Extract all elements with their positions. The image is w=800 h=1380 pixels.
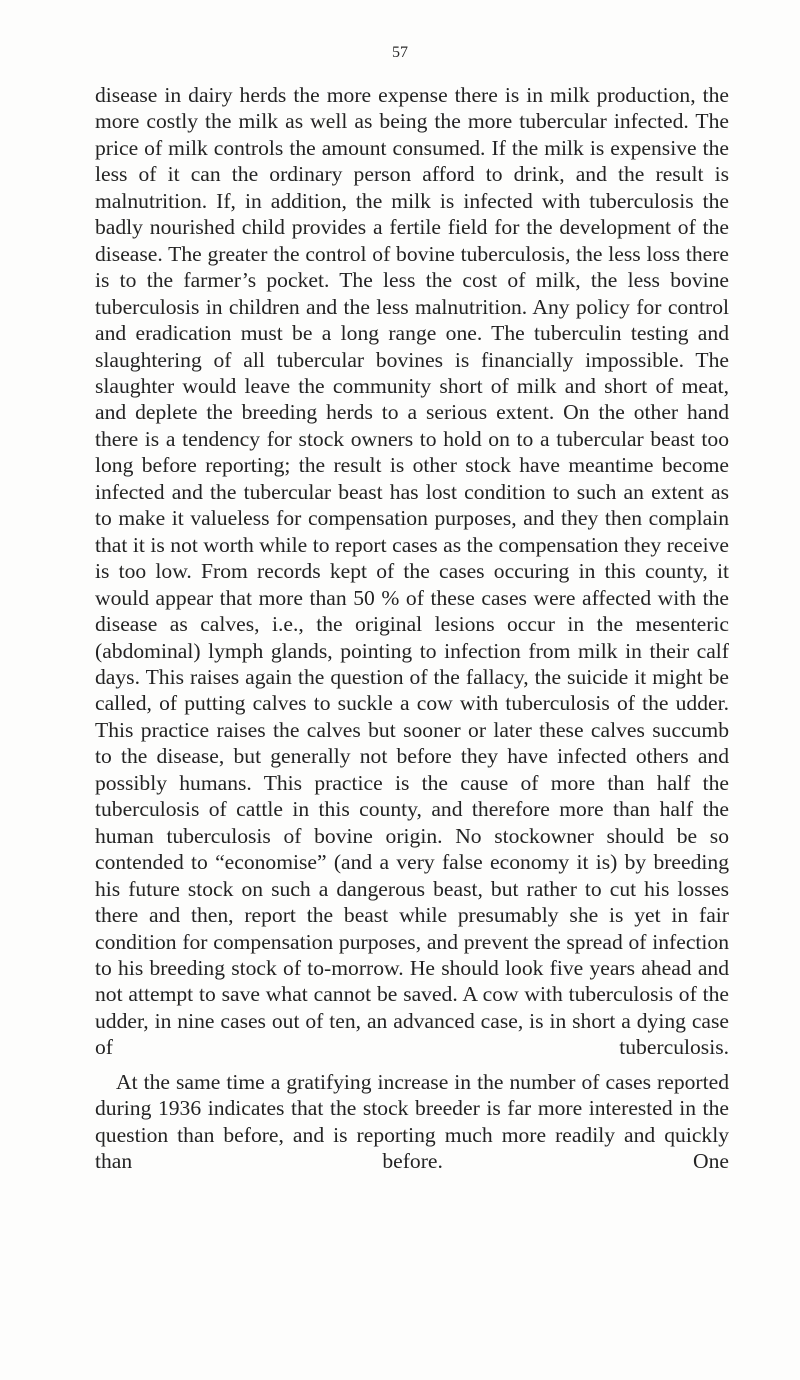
- page-number: 57: [392, 44, 408, 61]
- paragraph-tuberculosis-control: disease in dairy herds the more expense there is in milk production, the more costly the milk as well as being the more tubercular infected. The price of milk controls the amount consumed. If the milk is expensive the less of it can the ordinary person afford to drink, and the result is malnutrition. If, in addition, the milk is infected with tuberculosis the badly nourished child provides a fertile field for the development of the disease. The greater the control of bovine tuberculosis, the less loss there is to the farmer’s pocket. The less the cost of milk, the less bovine tuberculosis in children and the less malnutrition. Any policy for control and eradication must be a long range one. The tuberculin testing and slaughtering of all tubercular bovines is financially impossible. The slaughter would leave the community short of milk and short of meat, and deplete the breeding herds to a serious extent. On the other hand there is a tendency for stock owners to hold on to a tubercular beast too long before reporting; the result is other stock have meantime become infected and the tubercular beast has lost condition to such an extent as to make it valueless for compensation purposes, and they then complain that it is not worth while to report cases as the compensation they receive is too low. From records kept of the cases occuring in this county, it would appear that more than 50 % of these cases were affected with the disease as calves, i.e., the original lesions occur in the mesenteric (abdominal) lymph glands, pointing to infection from milk in their calf days. This raises again the question of the fallacy, the suicide it might be called, of putting calves to suckle a cow with tuberculosis of the udder. This practice raises the calves but sooner or later these calves succumb to the disease, but generally not before they have infected others and possibly humans. This practice is the cause of more than half the tuberculosis of cattle in this county, and therefore more than half the human tuberculosis of bovine origin. No stockowner should be so contended to “economise” (and a very false economy it is) by breeding his future stock on such a dangerous beast, but rather to cut his losses there and then, report the beast while presumably she is yet in fair condition for compensation purposes, and prevent the spread of infection to his breeding stock of to-morrow. He should look five years ahead and not attempt to save what cannot be saved. A cow with tuberculosis of the udder, in nine cases out of ten, an advanced case, is in short a dying case of tuberculosis.: [95, 83, 729, 1060]
- body-text: [95, 82, 729, 1175]
- paragraph-reporting-increase: At the same time a gratifying increase in the number of cases reported during 1936 indicates that the stock breeder is far more interested in the question than before, and is reporting much more readily and quickly than before. One: [95, 1069, 729, 1174]
